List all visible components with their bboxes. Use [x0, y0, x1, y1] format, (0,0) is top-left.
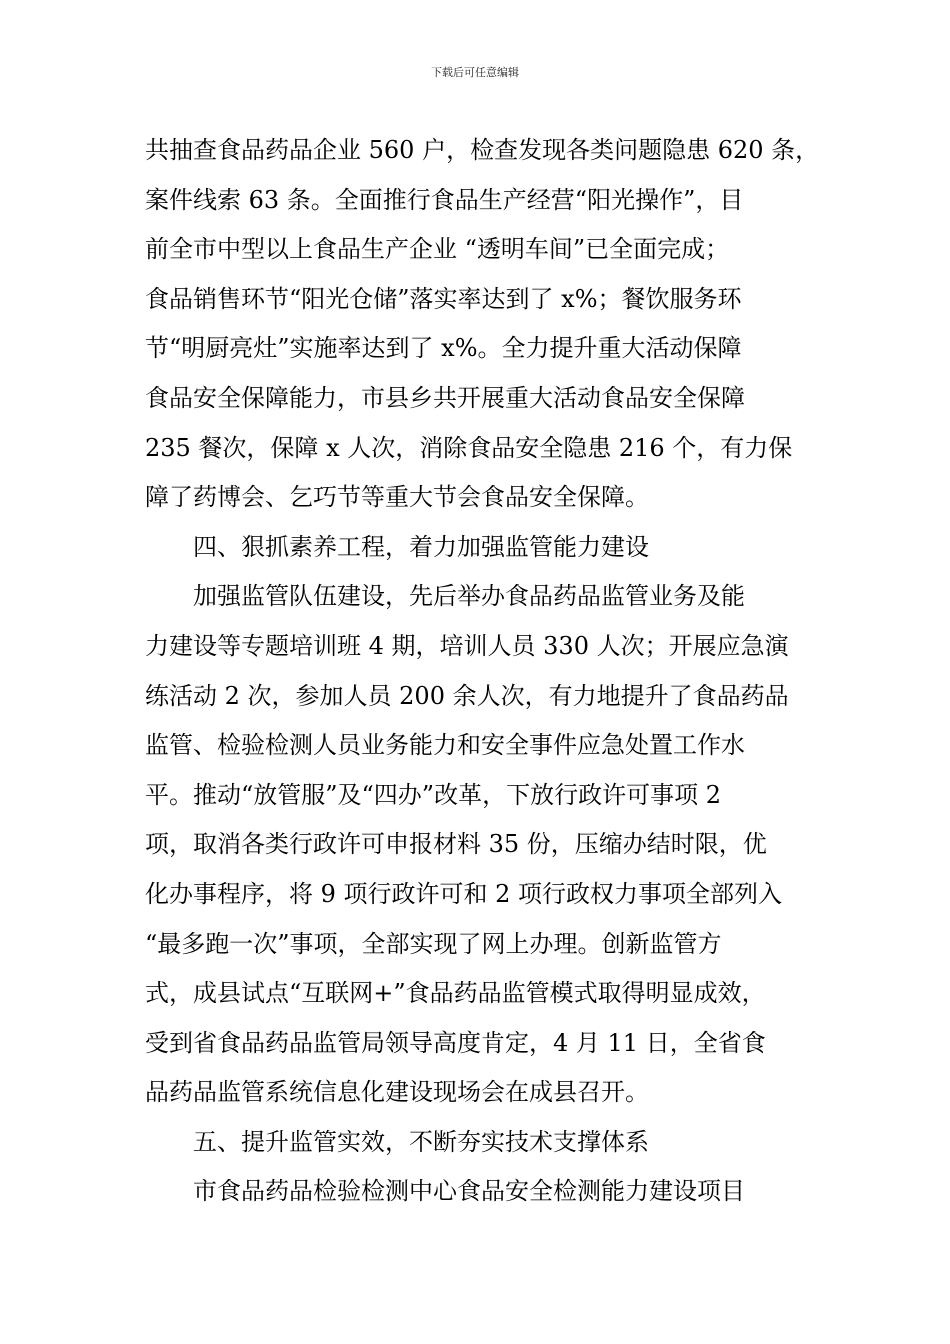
- text-line: 练活动 2 次，参加人员 200 余人次，有力地提升了食品药品: [145, 681, 789, 710]
- text-line: 前全市中型以上食品生产企业 “透明车间”已全面完成；: [145, 235, 730, 264]
- text-line: 食品销售环节“阳光仓储”落实率达到了 x%；餐饮服务环: [145, 284, 742, 313]
- text-line: 监管、检验检测人员业务能力和安全事件应急处置工作水: [145, 731, 745, 760]
- text-line: 化办事程序，将 9 项行政许可和 2 项行政权力事项全部列入: [145, 879, 783, 908]
- text-line: 市食品药品检验检测中心食品安全检测能力建设项目: [193, 1177, 745, 1206]
- text-line: 食品安全保障能力，市县乡共开展重大活动食品安全保障: [145, 383, 745, 412]
- page-header-note: 下载后可任意编辑: [431, 66, 519, 79]
- text-line: 共抽查食品药品企业 560 户，检查发现各类问题隐患 620 条，: [145, 136, 820, 164]
- text-line: 障了药博会、乞巧节等重大节会食品安全保障。: [145, 483, 649, 512]
- text-line: “最多跑一次”事项，全部实现了网上办理。创新监管方: [145, 929, 722, 958]
- text-line: 力建设等专题培训班 4 期，培训人员 330 人次；开展应急演: [145, 631, 789, 660]
- text-line: 235 餐次，保障 x 人次，消除食品安全隐患 216 个，有力保: [145, 433, 793, 462]
- text-line: 案件线索 63 条。全面推行食品生产经营“阳光操作”，目: [145, 185, 744, 214]
- text-line: 品药品监管系统信息化建设现场会在成县召开。: [145, 1078, 649, 1107]
- text-line: 平。推动“放管服”及“四办”改革，下放行政许可事项 2: [145, 780, 721, 809]
- text-line: 五、提升监管实效，不断夯实技术支撑体系: [193, 1127, 649, 1156]
- text-line: 四、狠抓素养工程，着力加强监管能力建设: [193, 532, 649, 561]
- document-body: [145, 126, 820, 1217]
- text-line: 加强监管队伍建设，先后举办食品药品监管业务及能: [193, 582, 745, 611]
- text-line: 项，取消各类行政许可申报材料 35 份，压缩办结时限，优: [145, 830, 767, 859]
- text-line: 受到省食品药品监管局领导高度肯定，4 月 11 日，全省食: [145, 1028, 766, 1057]
- text-line: 式，成县试点“互联网+”食品药品监管模式取得明显成效，: [145, 979, 766, 1008]
- text-line: 节“明厨亮灶”实施率达到了 x%。全力提升重大活动保障: [145, 334, 742, 363]
